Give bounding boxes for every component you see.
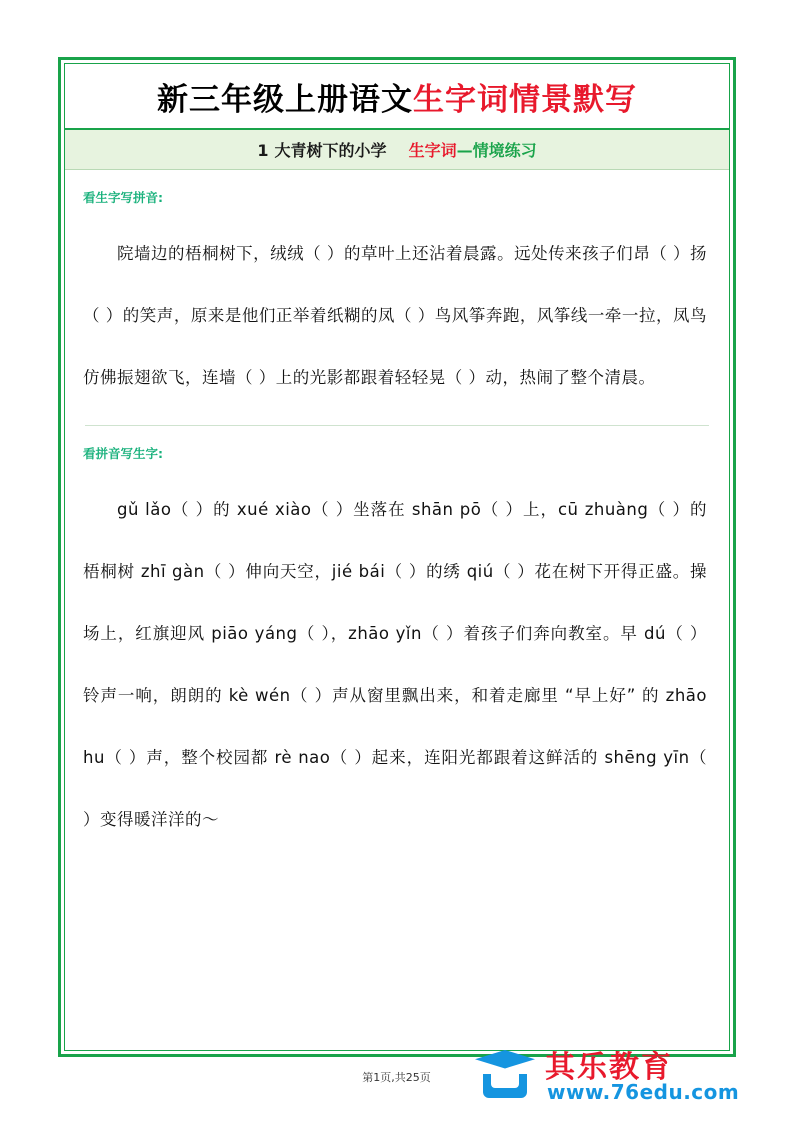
worksheet-inner bbox=[64, 63, 730, 1051]
section-body-2 bbox=[65, 479, 729, 851]
lesson-number: 1 bbox=[257, 141, 269, 160]
page-title bbox=[157, 74, 637, 119]
section-label-1: 看生字写拼音: bbox=[83, 190, 163, 205]
page-title-red: 生字词情景默写 bbox=[413, 81, 637, 118]
cap-top-shape bbox=[475, 1050, 535, 1072]
lesson-header bbox=[257, 138, 536, 161]
graduation-cap-icon bbox=[473, 1044, 537, 1100]
exercise-paragraph-2: gǔ lǎo（ ）的 xué xiào（ ）坐落在 shān pō（ ）上，cū zhuàng（ ）的梧桐树 zhī gàn（ ）伸向天空，jié bái（ ）的绣 qiú（ ）花在树下开得正盛。操场上，红旗迎风 piāo yáng（ ），zhāo yǐn（ ）着孩子们奔向教室。早 dú（ ）铃声一响，朗朗的 kè wén（ ）声从窗里飘出来，和着走廊里 “早上好” 的 zhāo hu（ ）声，整个校园都 rè nao（ ）起来，连阳光都跟着这鲜活的 shēng yīn（ ）变得暖洋洋的～ bbox=[83, 499, 707, 829]
lesson-header-band bbox=[65, 130, 729, 170]
brand-url: www.76edu.com bbox=[547, 1080, 740, 1104]
brand-name: 其乐教育 bbox=[545, 1050, 673, 1085]
lesson-name: 大青树下的小学 bbox=[274, 141, 387, 160]
worksheet-frame bbox=[58, 57, 736, 1057]
section-label-2: 看拼音写生字: bbox=[83, 446, 163, 461]
lesson-keyword-green: —情境练习 bbox=[456, 141, 537, 160]
lesson-keyword-red: 生字词 bbox=[408, 141, 457, 160]
brand-logo bbox=[473, 1040, 773, 1112]
section-divider bbox=[85, 425, 709, 426]
section-body-1 bbox=[65, 223, 729, 409]
worksheet-title-band bbox=[65, 64, 729, 130]
page-title-black: 新三年级上册语文 bbox=[157, 81, 413, 118]
cap-base-shape bbox=[483, 1074, 527, 1098]
exercise-paragraph-1: 院墙边的梧桐树下，绒绒（ ）的草叶上还沾着晨露。远处传来孩子们昂（ ）扬（ ）的笑声，原来是他们正举着纸糊的凤（ ）鸟风筝奔跑，风筝线一牵一拉，凤鸟仿佛振翅欲飞，连墙（ ）上的光影都跟着轻轻晃（ ）动，热闹了整个清晨。 bbox=[83, 243, 707, 387]
page-footer: 第1页,共25页 bbox=[362, 1071, 431, 1084]
